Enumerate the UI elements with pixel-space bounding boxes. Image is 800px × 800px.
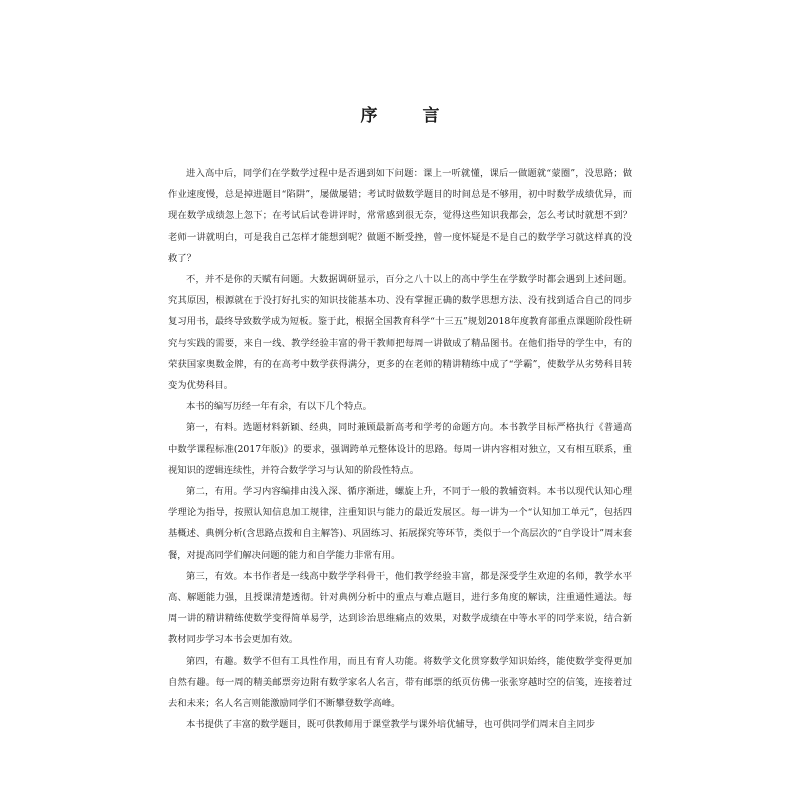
- paragraph-6: 第三，有效。本书作者是一线高中数学学科骨干，他们教学经验丰富，都是深受学生欢迎的名师，教学水平高、解题能力强，且授课清楚透彻。针对典例分析中的重点与难点题目，进行多角度的解读，注重通性通法。每周一讲的精讲精练使数学变得简单易学，达到诊治思维痛点的效果，对数学成绩在中等水平的同学来说，结合新教材同步学习本书会更加有效。: [168, 570, 632, 646]
- paragraph-5: 第二，有用。学习内容编排由浅入深、循序渐进，螺旋上升，不同于一般的教辅资料。本书以现代认知心理学理论为指导，按照认知信息加工规律，注重知识与能力的最近发展区。每一讲为一个“认知加工单元”，包括四基概述、典例分析(含思路点拨和自主解答)、巩固练习、拓展探究等环节，类似于一个高层次的“自学设计”周末套餐，对提高同学们解决问题的能力和自学能力非常有用。: [168, 486, 632, 561]
- paragraph-7: 第四，有趣。数学不但有工具性作用，而且有育人功能。将数学文化贯穿数学知识始终，能使数学变得更加自然有趣。每一周的精美邮票旁边附有数学家名人名言，带有邮票的纸页仿佛一张张穿越时空的信笺，连接着过去和未来；名人名言则能激励同学们不断攀登数学高峰。: [168, 655, 632, 710]
- paragraph-4: 第一，有料。选题材料新颖、经典，同时兼顾最新高考和学考的命题方向。本书教学目标严格执行《普通高中数学课程标准(2017年版)》的要求，强调跨单元整体设计的思路。每周一讲内容相对独立，又有相互联系，重视知识的逻辑连续性，并符合数学学习与认知的阶段性特点。: [168, 422, 632, 476]
- paragraph-1: 进入高中后，同学们在学数学过程中是否遇到如下问题：课上一听就懂，课后一做题就“蒙圈”，没思路；做作业速度慢，总是掉进题目“陷阱”，屡做屡错；考试时做数学题目的时间总是不够用，初中时数学成绩优异，而现在数学成绩忽上忽下；在考试后试卷讲评时，常常感到很无奈，觉得这些知识我都会，怎么考试时就想不到？老师一讲就明白，可是我自己怎样才能想到呢？做题不断受挫，曾一度怀疑是不是自己的数学学习就这样真的没救了？: [168, 168, 632, 264]
- paragraph-3: 本书的编写历经一年有余，有以下几个特点。: [186, 401, 372, 413]
- preface-body: [168, 163, 632, 735]
- page-title: 序 言: [360, 106, 454, 126]
- paragraph-2: 不，并不是你的天赋有问题。大数据调研显示，百分之八十以上的高中学生在学数学时都会遇到上述问题。究其原因，根源就在于没打好扎实的知识技能基本功、没有掌握正确的数学思想方法、没有找到适合自己的同步复习用书，最终导致数学成为短板。鉴于此，根据全国教育科学“十三五”规划2018年度教育部重点课题阶段性研究与实践的需要，来自一线、教学经验丰富的骨干教师把每周一讲做成了精品图书。在他们指导的学生中，有的荣获国家奥数金牌，有的在高考中数学获得满分，更多的在老师的精讲精练中成了“学霸”，使数学从劣势科目转变为优势科目。: [168, 274, 632, 392]
- paragraph-8: 本书提供了丰富的数学题目，既可供教师用于课堂教学与课外培优辅导，也可供同学们周末自主同步: [186, 719, 596, 731]
